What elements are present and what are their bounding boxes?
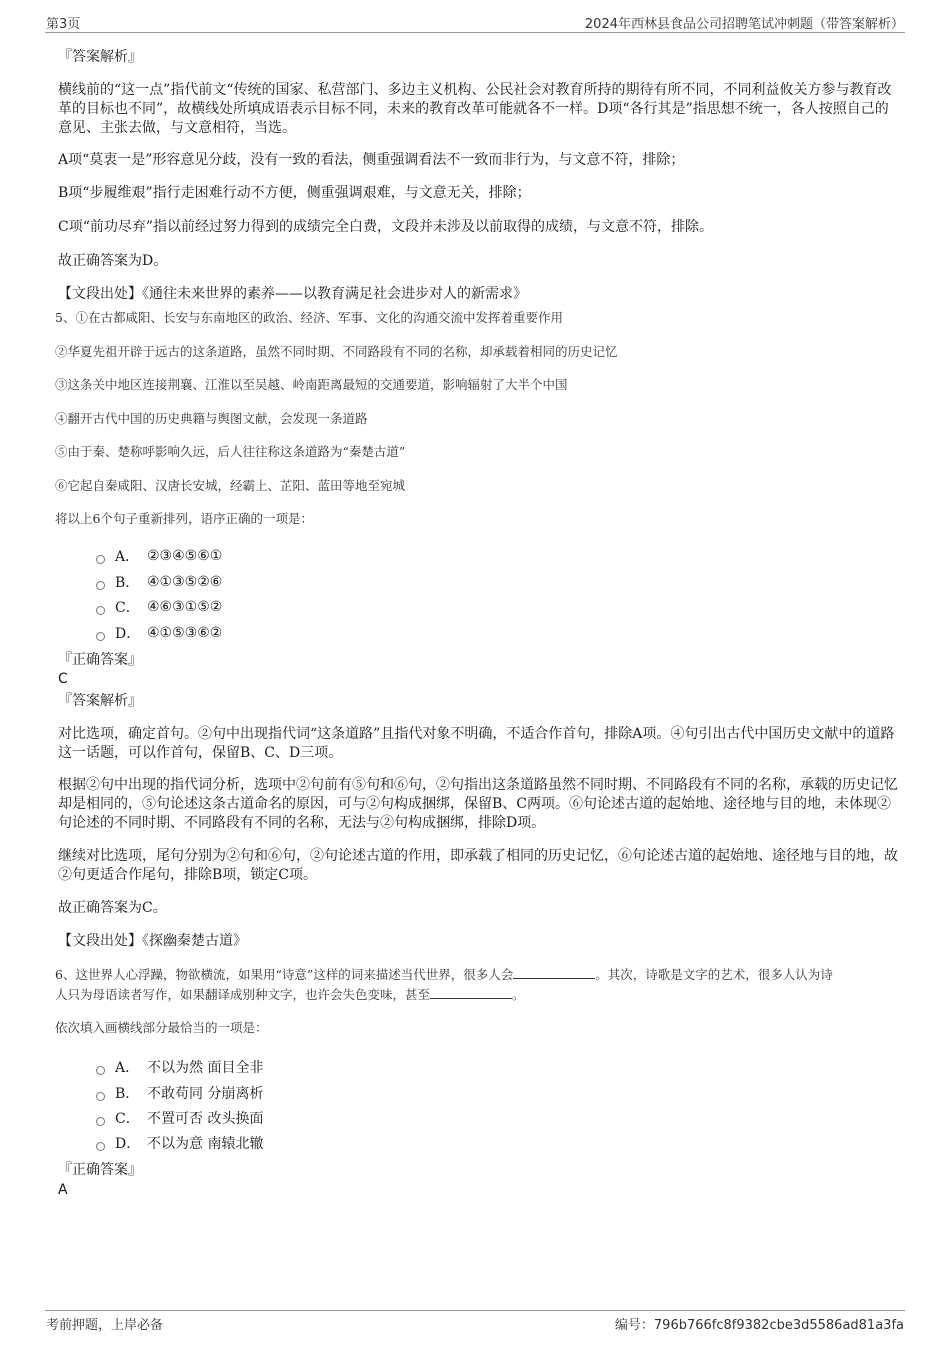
option-letter: C． [115, 1111, 140, 1127]
q6-stem-text: 。其次，诗歌是文字的艺术，很多人认为诗 [595, 967, 833, 982]
q5-option-c[interactable] [96, 597, 222, 617]
option-letter: A． [115, 549, 140, 565]
q5-option-d[interactable] [96, 623, 222, 643]
option-letter: C． [115, 600, 140, 616]
fill-blank-2[interactable] [430, 986, 512, 999]
q5-line: ⑥它起自秦咸阳、汉唐长安城，经霸上、芷阳、蓝田等地至宛城 [55, 478, 406, 493]
header-divider [45, 32, 905, 33]
q6-option-b[interactable] [96, 1083, 263, 1103]
footer-slogan: 考前押题，上岸必备 [46, 1318, 164, 1333]
q5-source: 【文段出处】《探幽秦楚古道》 [58, 933, 247, 949]
q6-option-c[interactable] [96, 1108, 263, 1128]
option-letter: B． [115, 575, 140, 591]
q5-analysis-paragraph: 故正确答案为C。 [58, 900, 167, 916]
q6-answer-label: 『正确答案』 [58, 1162, 142, 1178]
option-text: ④①⑤③⑥② [147, 625, 223, 641]
radio-icon[interactable] [96, 1066, 105, 1075]
q5-line: ③这条关中地区连接荆襄、江淮以至吴越、岭南距离最短的交通要道，影响辐射了大半个中国 [55, 377, 568, 392]
q5-analysis-paragraph: 继续对比选项，尾句分别为②句和⑥句，②句论述古道的作用，即承载了相同的历史记忆，⑥句论述古道的起始地、途径地与目的地，故②句更适合作尾句，排除B项，锁定C项。 [58, 848, 898, 883]
option-text: 不以为意 南辕北辙 [147, 1136, 264, 1152]
q4-source: 【文段出处】《通往未来世界的素养——以教育满足社会进步对人的新需求》 [58, 286, 527, 302]
footer-code: 编号：796b766fc8f9382cbe3d5586ad81a3fa [614, 1318, 904, 1333]
q5-analysis-label: 『答案解析』 [58, 693, 142, 709]
option-text: ④⑥③①⑤② [147, 599, 223, 615]
q4-analysis-paragraph: 横线前的“这一点”指代前文“传统的国家、私营部门、多边主义机构、公民社会对教育所持的期待有所不同，不同利益攸关方参与教育改革的目标也不同”，故横线处所填成语表示目标不同，未来的教育改革可能就各不一样。D项“各行其是”指思想不统一，各人按照自己的意见、主张去做，与文意相符，当选。 [58, 82, 892, 136]
page-number: 第3页 [46, 17, 81, 32]
option-text: 不敢苟同 分崩离析 [147, 1086, 264, 1102]
fill-blank-1[interactable] [513, 966, 595, 979]
radio-icon[interactable] [96, 1117, 105, 1126]
q6-stem [55, 986, 900, 1004]
option-letter: B． [115, 1086, 140, 1102]
q5-option-b[interactable] [96, 572, 222, 592]
q5-prompt: 将以上6个句子重新排列，语序正确的一项是： [55, 511, 313, 526]
option-text: ②③④⑤⑥① [147, 548, 223, 564]
q5-line: ⑤由于秦、楚称呼影响久远，后人往往称这条道路为“秦楚古道” [55, 444, 406, 459]
q4-analysis-paragraph: A项“莫衷一是”形容意见分歧，没有一致的看法，侧重强调看法不一致而非行为，与文意不符，排除； [58, 152, 685, 168]
option-text: 不置可否 改头换面 [147, 1111, 264, 1127]
radio-icon[interactable] [96, 581, 105, 590]
q6-prompt: 依次填入画横线部分最恰当的一项是： [55, 1020, 268, 1035]
q4-analysis-label: 『答案解析』 [58, 49, 142, 65]
q5-answer: C [58, 671, 68, 687]
q6-option-a[interactable] [96, 1057, 263, 1077]
radio-icon[interactable] [96, 1142, 105, 1151]
q6-answer: A [58, 1182, 68, 1198]
document-title: 2024年西林县食品公司招聘笔试冲刺题（带答案解析） [584, 17, 904, 32]
q6-stem [55, 966, 900, 984]
q4-analysis-paragraph: C项“前功尽弃”指以前经过努力得到的成绩完全白费，文段并未涉及以前取得的成绩，与文意不符，排除。 [58, 219, 714, 235]
radio-icon[interactable] [96, 555, 105, 564]
q5-analysis-paragraph: 根据②句中出现的指代词分析，选项中②句前有⑤句和⑥句，②句指出这条道路虽然不同时期、不同路段有不同的名称，承载的历史记忆却是相同的，⑤句论述这条古道命名的原因，可与②句构成捆绑，保留B、C两项。⑥句论述古道的起始地、途径地与目的地，未体现②句论述的不同时期、不同路段有不同的名称，无法与②句构成捆绑，排除D项。 [58, 777, 898, 831]
q6-stem-text: 6、这世界人心浮躁，物欲横流，如果用“诗意”这样的词来描述当代世界，很多人会 [55, 967, 514, 982]
radio-icon[interactable] [96, 606, 105, 615]
q5-line: ②华夏先祖开辟于远古的这条道路，虽然不同时期、不同路段有不同的名称，却承载着相同的历史记忆 [55, 344, 618, 359]
option-text: 不以为然 面目全非 [147, 1060, 264, 1076]
q5-answer-label: 『正确答案』 [58, 652, 142, 668]
radio-icon[interactable] [96, 1092, 105, 1101]
option-letter: D． [115, 626, 141, 642]
q4-analysis-paragraph: 故正确答案为D。 [58, 253, 168, 269]
footer-divider [45, 1310, 905, 1311]
radio-icon[interactable] [96, 632, 105, 641]
q6-stem-text: 人只为母语读者写作，如果翻译成别种文字，也许会失色变味，甚至 [55, 987, 431, 1002]
option-letter: A． [115, 1060, 140, 1076]
q6-stem-text: 。 [512, 987, 525, 1002]
q6-option-d[interactable] [96, 1133, 263, 1153]
option-text: ④①③⑤②⑥ [147, 574, 223, 590]
option-letter: D． [115, 1136, 141, 1152]
q5-line: 5、①在古都咸阳、长安与东南地区的政治、经济、军事、文化的沟通交流中发挥着重要作用 [55, 310, 563, 325]
q5-line: ④翻开古代中国的历史典籍与舆图文献，会发现一条道路 [55, 411, 368, 426]
q4-analysis-paragraph: B项“步履维艰”指行走困难行动不方便，侧重强调艰难，与文意无关，排除； [58, 185, 531, 201]
q5-analysis-paragraph: 对比选项，确定首句。②句中出现指代词“这条道路”且指代对象不明确，不适合作首句，排除A项。④句引出古代中国历史文献中的道路这一话题，可以作首句，保留B、C、D三项。 [58, 726, 895, 761]
q5-option-a[interactable] [96, 546, 222, 566]
